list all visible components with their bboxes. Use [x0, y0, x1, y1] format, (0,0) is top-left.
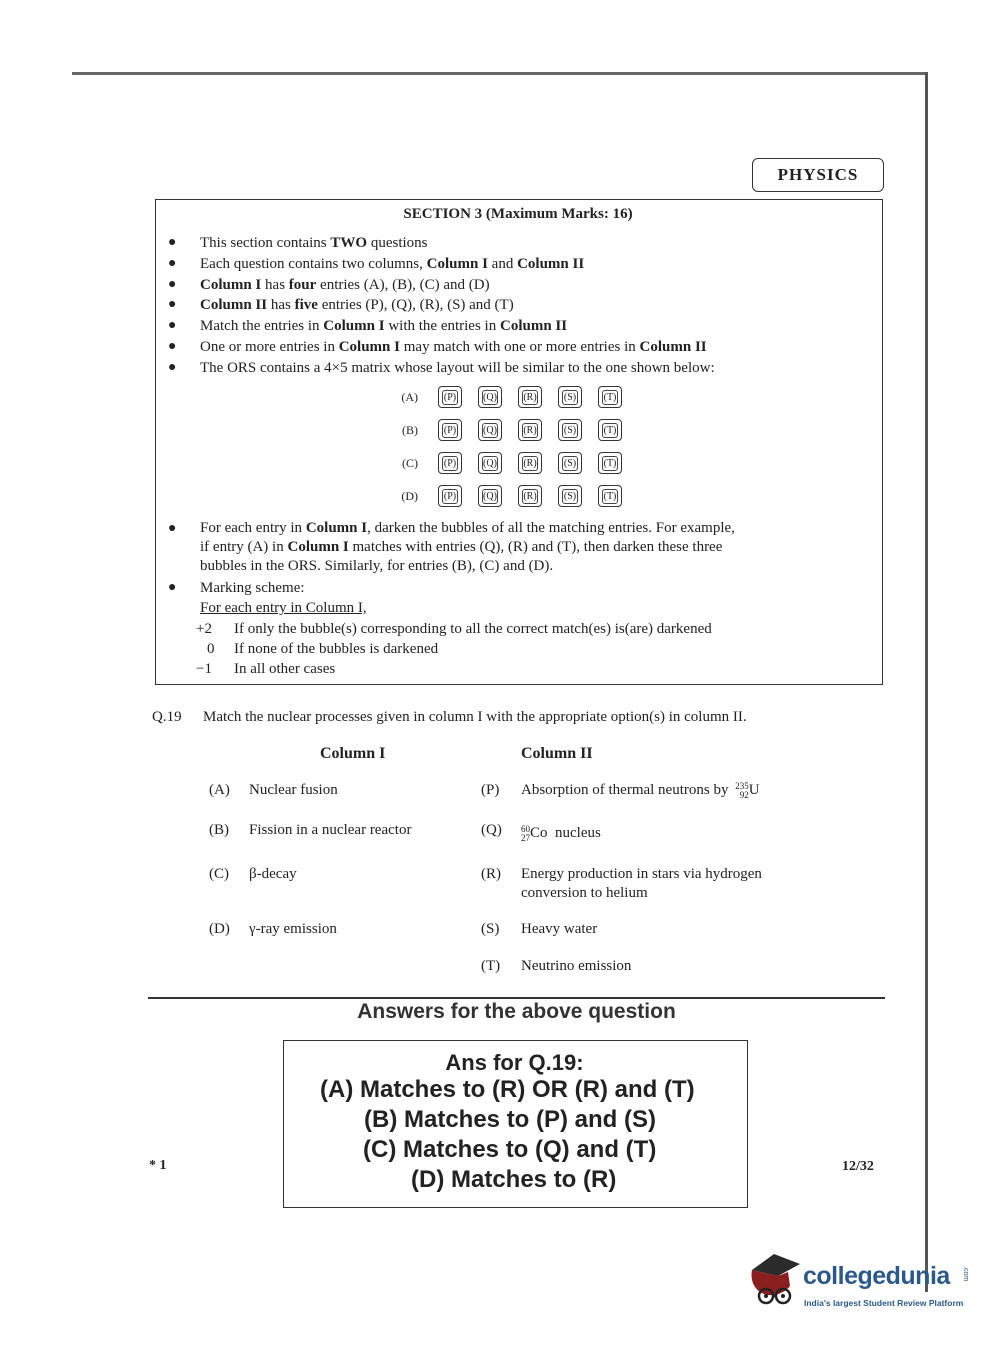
- marking-row: −1 In all other cases: [196, 661, 336, 677]
- column-ii-entry: Heavy water: [521, 921, 598, 937]
- column-ii-entry: Absorption of thermal neutrons by 235 92 U: [521, 780, 760, 800]
- ors-bubble[interactable]: [598, 419, 622, 441]
- ors-bubble[interactable]: [478, 452, 502, 474]
- ors-bubble-label: (T): [603, 424, 617, 436]
- ors-bubble[interactable]: [558, 386, 582, 408]
- right-border: [925, 72, 928, 1292]
- footer-mark: * 1: [149, 1158, 167, 1173]
- ors-bubble-label: (R): [523, 457, 537, 469]
- logo-tagline: India's largest Student Review Platform: [804, 1298, 964, 1308]
- answers-title: Answers for the above question: [357, 1000, 676, 1023]
- section-title: SECTION 3 (Maximum Marks: 16): [403, 206, 633, 222]
- ors-bubble[interactable]: [478, 386, 502, 408]
- column-ii-label: (S): [481, 921, 500, 937]
- column-i-entry: Nuclear fusion: [249, 782, 338, 798]
- ors-bubble-label: (S): [563, 424, 577, 436]
- ors-bubble-label: (P): [443, 490, 457, 502]
- ors-bubble[interactable]: [438, 485, 462, 507]
- marking-scheme-label: ● Marking scheme:: [168, 580, 305, 596]
- bullet-item: ● Match the entries in Column I with the entries in Column II: [168, 318, 568, 334]
- answer-heading: Ans for Q.19:: [445, 1050, 584, 1075]
- subject-label: PHYSICS: [752, 158, 884, 192]
- ors-bubble-label: (P): [443, 391, 457, 403]
- ors-bubble[interactable]: [438, 386, 462, 408]
- ors-bubble-label: (Q): [483, 457, 497, 469]
- column-ii-label: (Q): [481, 822, 502, 838]
- ors-row-label: (B): [402, 422, 418, 437]
- ors-bubble[interactable]: [518, 485, 542, 507]
- ors-bubble[interactable]: [518, 419, 542, 441]
- answer-line: (C) Matches to (Q) and (T): [363, 1136, 657, 1163]
- ors-bubble[interactable]: [478, 485, 502, 507]
- column-i-label: (B): [209, 822, 229, 838]
- ors-bubble-label: (R): [523, 424, 537, 436]
- answer-line: (B) Matches to (P) and (S): [364, 1106, 656, 1133]
- ors-row-label: (D): [401, 488, 418, 503]
- answer-line: (A) Matches to (R) OR (R) and (T): [320, 1076, 695, 1103]
- ors-bubble-label: (P): [443, 424, 457, 436]
- ors-bubble-label: (Q): [483, 490, 497, 502]
- column-ii-label: (R): [481, 866, 501, 882]
- ors-row: [398, 386, 638, 408]
- ors-bubble-label: (S): [563, 490, 577, 502]
- ors-row: [398, 452, 638, 474]
- bullet-item: ● Each question contains two columns, Column I and Column II: [168, 256, 585, 272]
- ors-bubble-label: (Q): [483, 391, 497, 403]
- ors-bubble[interactable]: [438, 419, 462, 441]
- ors-bubble[interactable]: [558, 419, 582, 441]
- ors-bubble[interactable]: [598, 485, 622, 507]
- top-border: [72, 72, 928, 75]
- ors-bubble-label: (T): [603, 490, 617, 502]
- bullet-item: ● Column II has five entries (P), (Q), (R), (S) and (T): [168, 297, 514, 313]
- column-ii-entry: 60 27 Co nucleus: [521, 823, 601, 843]
- ors-bubble-label: (R): [523, 391, 537, 403]
- ors-bubble-label: (S): [563, 391, 577, 403]
- ors-bubble[interactable]: [518, 386, 542, 408]
- bullet-item: ● Column I has four entries (A), (B), (C) and (D): [168, 277, 490, 293]
- column-ii-label: (P): [481, 782, 500, 798]
- page-number: 12/32: [842, 1159, 874, 1174]
- marking-scheme-subheading: For each entry in Column I,: [200, 600, 367, 616]
- question-number: Q.19: [152, 709, 182, 725]
- column-i-header: Column I: [320, 745, 386, 762]
- marking-row: +2 If only the bubble(s) corresponding to all the correct match(es) is(are) darkened: [196, 621, 712, 637]
- marking-row: 0 If none of the bubbles is darkened: [207, 641, 439, 657]
- ors-bubble[interactable]: [478, 419, 502, 441]
- question-text: Match the nuclear processes given in column I with the appropriate option(s) in column II.: [203, 709, 747, 725]
- bullet-item: ● The ORS contains a 4×5 matrix whose layout will be similar to the one shown below:: [168, 360, 715, 376]
- bullet-item: ● This section contains TWO questions: [168, 235, 428, 251]
- column-ii-header: Column II: [521, 745, 593, 762]
- collegedunia-logo: [744, 1250, 804, 1312]
- logo-wordmark: collegedunia: [803, 1262, 950, 1290]
- ors-bubble[interactable]: [598, 452, 622, 474]
- ors-bubble[interactable]: [558, 485, 582, 507]
- logo-domain-suffix: .com: [962, 1266, 969, 1282]
- column-i-entry: Fission in a nuclear reactor: [249, 822, 412, 838]
- ors-bubble-label: (T): [603, 391, 617, 403]
- ors-row: [398, 419, 638, 441]
- ors-bubble[interactable]: [438, 452, 462, 474]
- example-paragraph: ● For each entry in Column I, darken the bubbles of all the matching entries. For example, if entry (A) in Column I matches with entries (Q), (R) and (T), then darken these three bubbles in the ORS. Similarly, for entries (B), (C) and (D).: [168, 520, 735, 574]
- column-i-entry: β-decay: [249, 866, 297, 882]
- column-ii-entry: Energy production in stars via hydrogen conversion to helium: [521, 866, 762, 901]
- ors-bubble-label: (P): [443, 457, 457, 469]
- ors-row: [398, 485, 638, 507]
- column-i-entry: γ-ray emission: [249, 921, 337, 937]
- bullet-item: ● One or more entries in Column I may match with one or more entries in Column II: [168, 339, 707, 355]
- ors-bubble-label: (T): [603, 457, 617, 469]
- ors-row-label: (C): [402, 455, 418, 470]
- ors-bubble-label: (Q): [483, 424, 497, 436]
- column-i-label: (C): [209, 866, 229, 882]
- ors-bubble-label: (S): [563, 457, 577, 469]
- ors-row-label: (A): [401, 389, 418, 404]
- answer-line: (D) Matches to (R): [411, 1166, 617, 1193]
- column-i-label: (A): [209, 782, 230, 798]
- mascot-icon: [744, 1250, 804, 1308]
- column-ii-label: (T): [481, 958, 501, 974]
- ors-bubble[interactable]: [598, 386, 622, 408]
- column-i-label: (D): [209, 921, 230, 937]
- ors-bubble-label: (R): [523, 490, 537, 502]
- ors-bubble[interactable]: [558, 452, 582, 474]
- column-ii-entry: Neutrino emission: [521, 958, 632, 974]
- answers-divider: [148, 997, 885, 999]
- ors-bubble[interactable]: [518, 452, 542, 474]
